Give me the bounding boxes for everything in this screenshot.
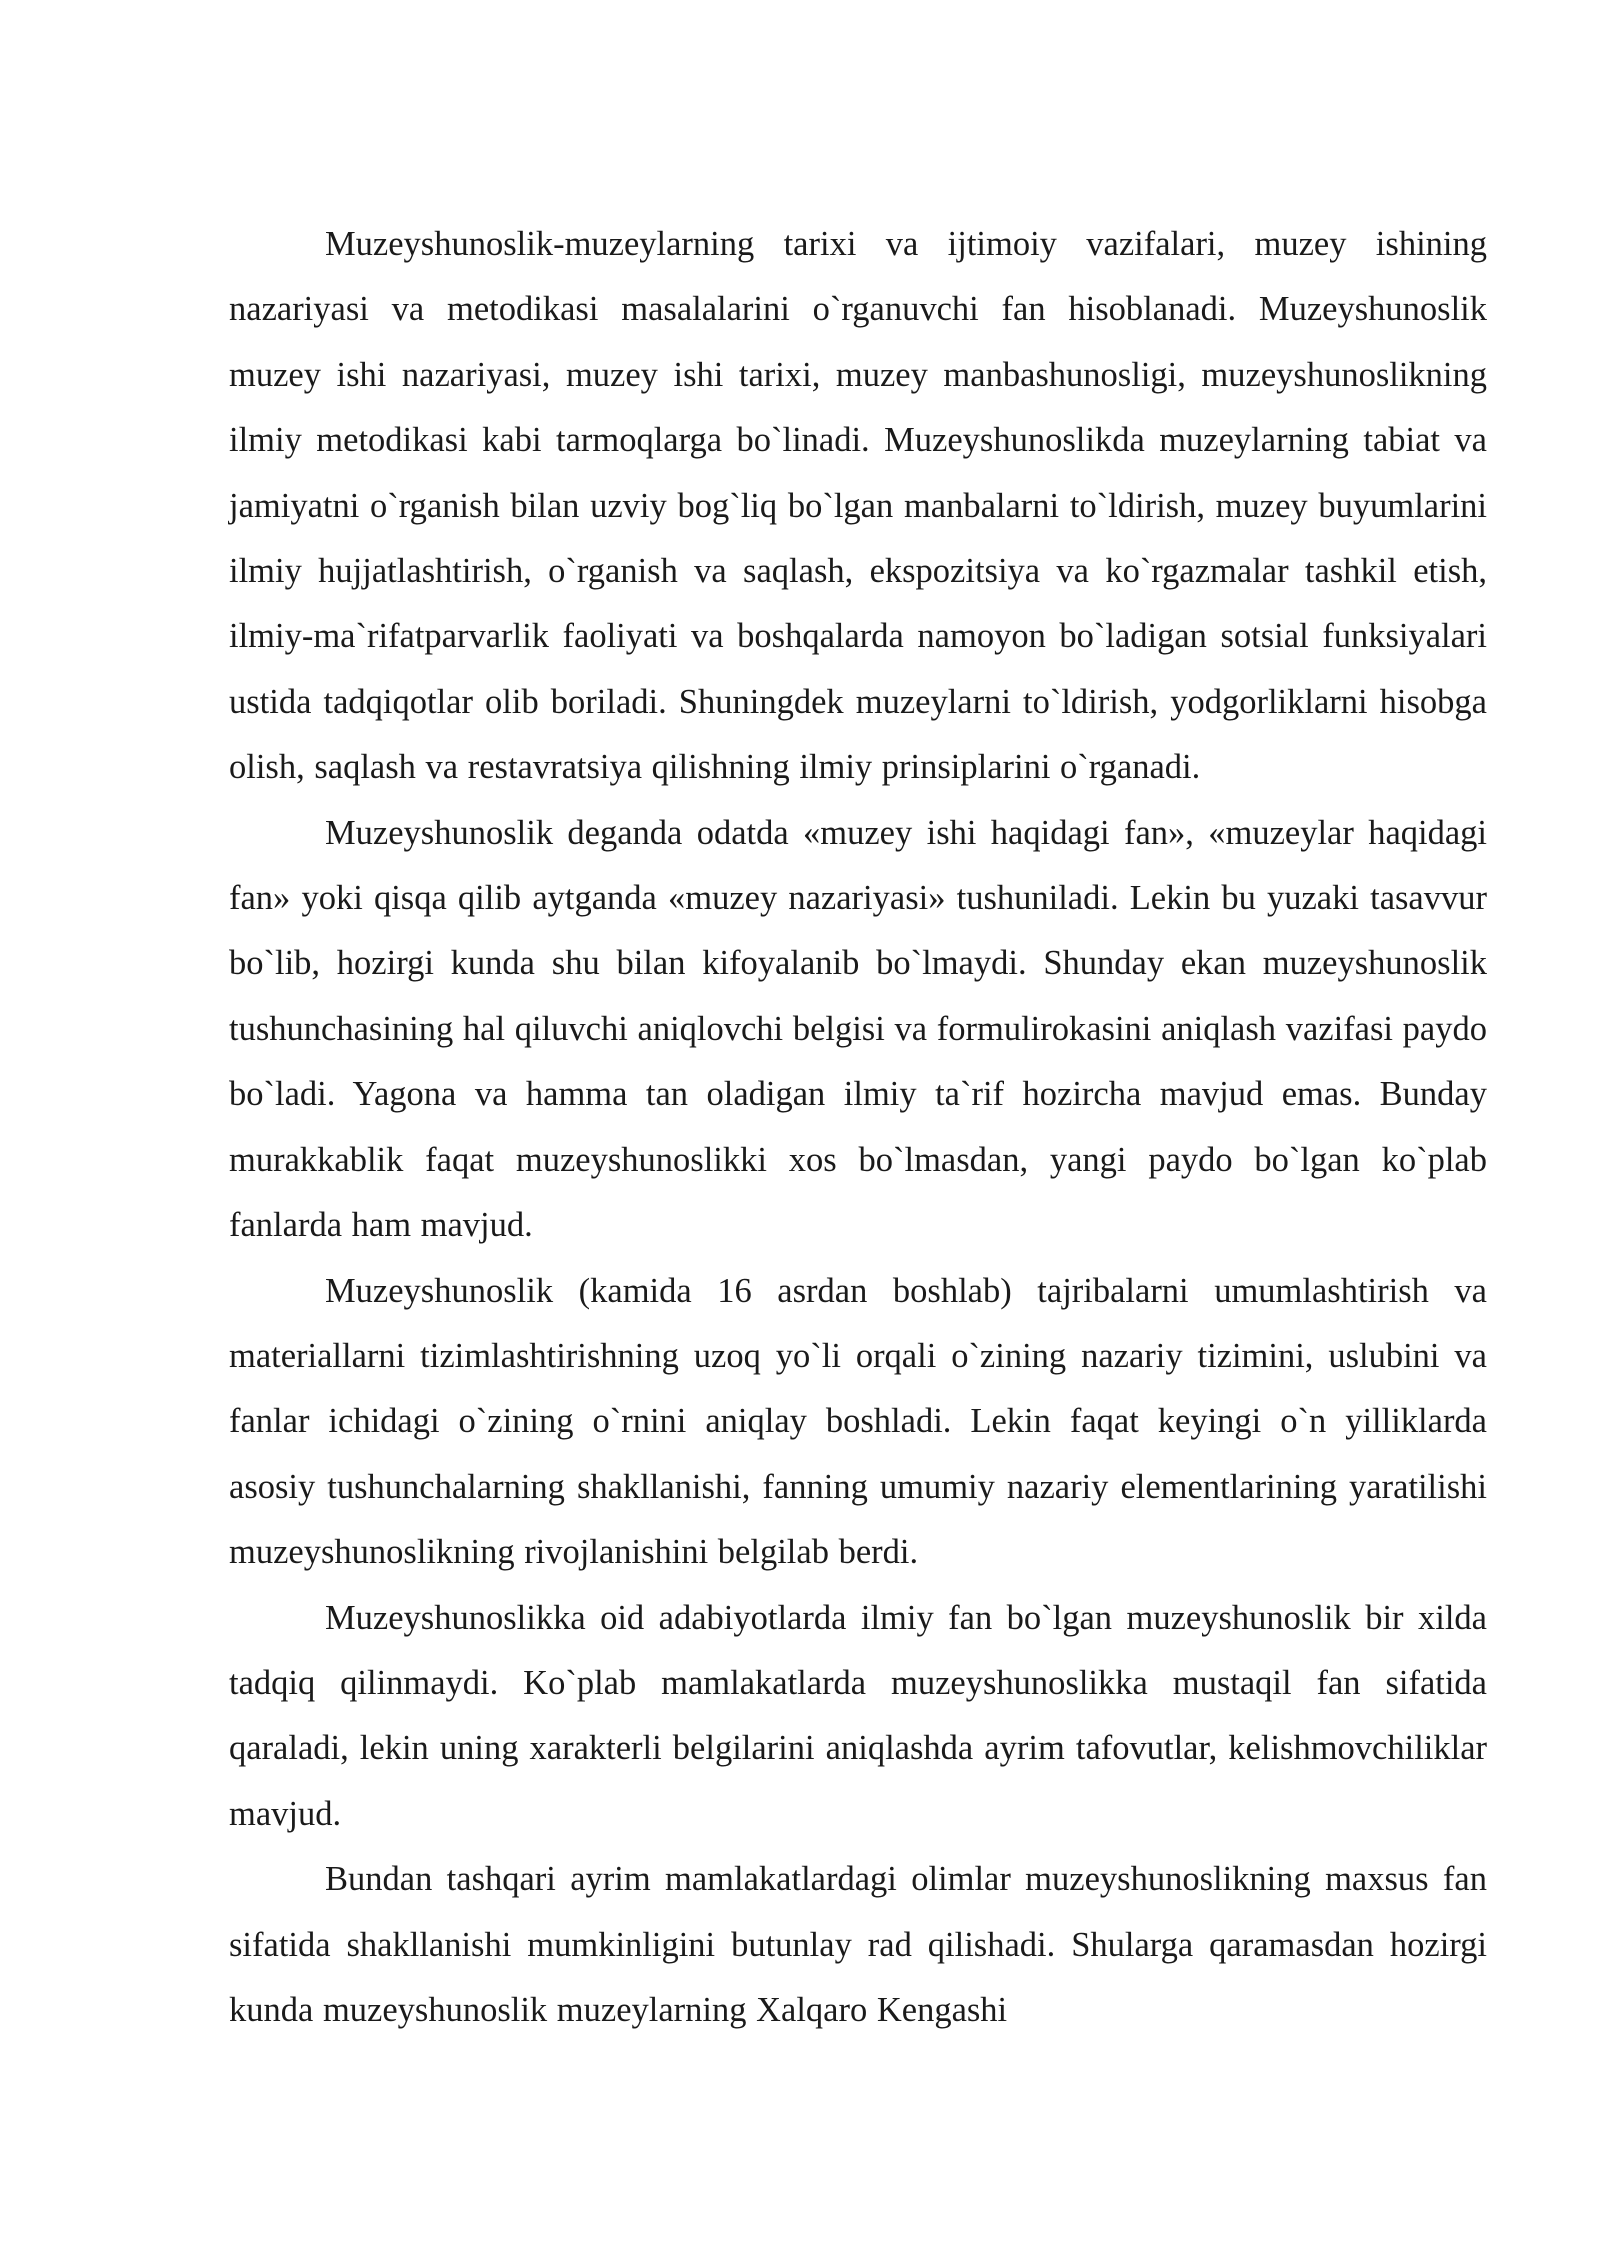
paragraph-4: Muzeyshunoslikka oid adabiyotlarda ilmiy fan bo`lgan muzeyshunoslik bir xilda tadqiq qilinmaydi. Ko`plab mamlakatlarda muzeyshunoslikka mustaqil fan sifatida qaraladi, lekin uning xarakterli belgilarini aniqlashda ayrim tafovutlar, kelishmovchiliklar mavjud. xyxy=(229,1598,1487,1833)
paragraph-1: Muzeyshunoslik-muzeylarning tarixi va ijtimoiy vazifalari, muzey ishining nazariyasi va metodikasi masalalarini o`rganuvchi fan hisoblanadi. Muzeyshunoslik muzey ishi nazariyasi, muzey ishi tarixi, muzey manbashunosligi, muzeyshunoslikning ilmiy metodikasi kabi tarmoqlarga bo`linadi. Muzeyshunoslikda muzeylarning tabiat va jamiyatni o`rganish bilan uzviy bog`liq bo`lgan manbalarni to`ldirish, muzey buyumlarini ilmiy hujjatlashtirish, o`rganish va saqlash, ekspozitsiya va ko`rgazmalar tashkil etish, ilmiy-ma`rifatparvarlik faoliyati va boshqalarda namoyon bo`ladigan sotsial funksiyalari ustida tadqiqotlar olib boriladi. Shuningdek muzeylarni to`ldirish, yodgorliklarni hisobga olish, saqlash va restavratsiya qilishning ilmiy prinsiplarini o`rganadi. xyxy=(229,225,1487,787)
paragraph-2: Muzeyshunoslik deganda odatda «muzey ishi haqidagi fan», «muzeylar haqidagi fan» yoki qisqa qilib aytganda «muzey nazariyasi» tushuniladi. Lekin bu yuzaki tasavvur bo`lib, hozirgi kunda shu bilan kifoyalanib bo`lmaydi. Shunday ekan muzeyshunoslik tushunchasining hal qiluvchi aniqlovchi belgisi va formulirokasini aniqlash vazifasi paydo bo`ladi. Yagona va hamma tan oladigan ilmiy ta`rif hozircha mavjud emas. Bunday murakkablik faqat muzeyshunoslikki xos bo`lmasdan, yangi paydo bo`lgan ko`plab fanlarda ham mavjud. xyxy=(229,813,1487,1245)
document-body xyxy=(229,212,1487,2043)
paragraph-3: Muzeyshunoslik (kamida 16 asrdan boshlab) tajribalarni umumlashtirish va materiallarni tizimlashtirishning uzoq yo`li orqali o`zining nazariy tizimini, uslubini va fanlar ichidagi o`zining o`rnini aniqlay boshladi. Lekin faqat keyingi o`n yilliklarda asosiy tushunchalarning shakllanishi, fanning umumiy nazariy elementlarining yaratilishi muzeyshunoslikning rivojlanishini belgilab berdi. xyxy=(229,1271,1487,1572)
paragraph-5: Bundan tashqari ayrim mamlakatlardagi olimlar muzeyshunoslikning maxsus fan sifatida shakllanishi mumkinligini butunlay rad qilishadi. Shularga qaramasdan hozirgi kunda muzeyshunoslik muzeylarning Xalqaro Kengashi xyxy=(229,1860,1487,2029)
